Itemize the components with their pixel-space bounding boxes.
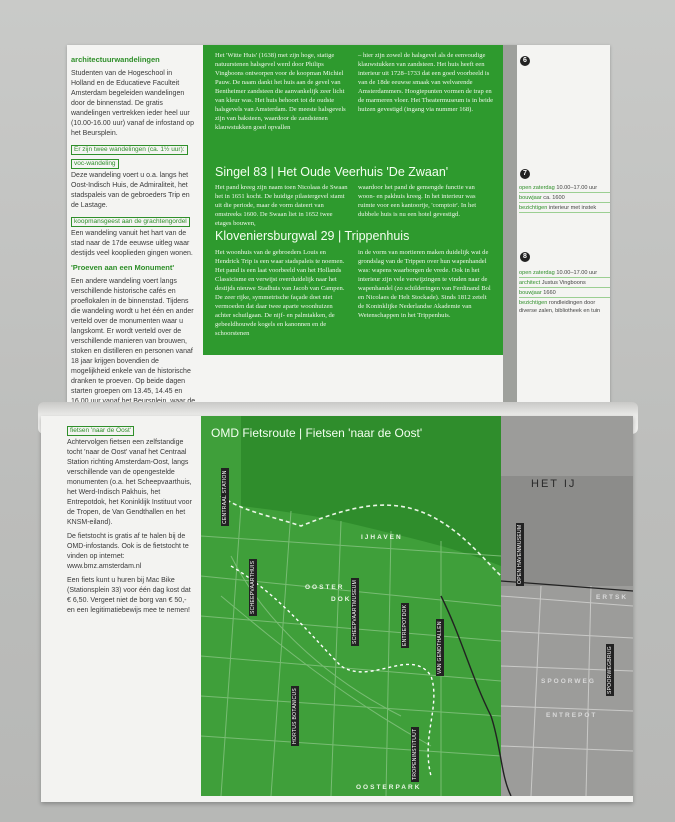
text-block: Het 'Witte Huis' (1638) met zijn hoge, statige natuurstenen halsgevel werd door Philips Vingboons ontworpen voor de koopman Michiel Pauw. De naam dankt het huis aan de gevel van Bentheimer zandsteen die aanvankelijk zeer licht van kleur was. Het huis behoort tot de oudste halsgevels van Amsterdam. De meeste halsgevels zijn van baksteen, waardoor de zandstenen klauwstukken goed opvallen (215, 52, 346, 131)
number-badge-7: 7 (520, 169, 530, 179)
text-block: waardoor het pand de gemengde functie van woon- en pakhuis kreeg. In het interieur was ruimte voor een kantoortje, 'comptoir'. In het dubbele huis is nu een hotel gevestigd. (358, 184, 477, 218)
bike-text-column (67, 424, 195, 620)
heading-tasting: 'Proeven aan een Monument' (71, 263, 175, 272)
green-text-panel (203, 45, 503, 355)
tag-label: fietsen 'naar de Oost' (67, 426, 134, 436)
street-label: IJHAVEN (361, 534, 403, 541)
info-line: open zaterdag 10.00–17.00 uur (519, 184, 610, 193)
gray-strip (503, 45, 517, 407)
section-heading-trippenhuis: Kloveniersburgwal 29 | Trippenhuis (215, 229, 410, 243)
tag-label: koopmansgeest aan de grachtengordel (71, 217, 190, 227)
text-block: – hier zijn zowel de halsgevel als de eenvoudige klauwstukken van zandsteen. Het huis heeft een interieur uit 1728–1733 dat een goed voorbeeld is van de 18de eeuwse smaak van welvarende Amsterdammers. Hoogtepunten vormen de trap en de marmeren vloer. Het Theatermuseum is in beide huizen gevestigd (ingang via nummer 168). (358, 52, 494, 113)
poi-label: TROPENINSTITUUT (412, 728, 418, 780)
paragraph: Studenten van de Hogeschool in Holland en de Educatieve Faculteit Amsterdam begeleiden wandelingen door de binnenstad. De gratis wandelingen vertrekken ieder heel uur (10.00-16.00 uur) vanaf de infostand op het Beursplein. (71, 70, 194, 137)
poi-label: SPOORWEGBRUG (607, 646, 613, 694)
poi-label: VAN GENDTHALLEN (437, 621, 443, 674)
info-line: architect Justus Vingboons (519, 279, 610, 288)
number-badge-6: 6 (520, 56, 530, 66)
text-block: Het pand kreeg zijn naam toen Nicolaas de Swaan het in 1651 kocht. De huidige pilastergevel stamt uit die periode, maar de vorm dateert van omstreeks 1600. De Swaan liet in 1652 twee etages bouwen, (215, 184, 348, 227)
paragraph: Achtervolgen fietsen een zelfstandige tocht 'naar de Oost' vanaf het Centraal Station richting Amsterdam-Oost, langs verschillende van de opengestelde monumenten (o.a. het Scheepvaarthuis, het Werd-Indisch Pakhuis, het Entrepotdok, het Koninklijk Instituut voor de Tropen, de Van Gendthallen en het KNSM-eiland). (67, 439, 192, 526)
poi-label: HORTUS BOTANICUS (292, 687, 298, 744)
street-label: OOSTER (305, 584, 345, 591)
paragraph: Deze wandeling voert u o.a. langs het Oost-Indisch Huis, de Admiraliteit, het stadspaleis van de gebroeders Trip en de Lastage. (71, 172, 190, 209)
poi-label: SCHEEPVAARTHUIS (250, 560, 256, 614)
street-label: ENTREPOT (546, 712, 598, 719)
bike-route-map (201, 416, 633, 796)
tag-label: voc-wandeling (71, 159, 119, 169)
info-line: bezichtigen rondleidingen door diverse zalen, bibliotheek en tuin (519, 300, 601, 314)
info-line: bouwjaar ca. 1600 (519, 194, 610, 203)
poi-label: OPEN HAVENMUSEUM (517, 524, 523, 584)
text-block: in de vorm van mortieren maken duidelijk wat de grondslag van de Trippen over hun wapenhandel was: wapens waarborgen de vrede. Ook in het interieur zijn vele verwijzingen te vinden naar de wapenhandel (zo schilderingen van Ferdinand Bol en Nicolaes de Helt Stockade). Sinds 1812 zetelt de Koninklijke Nederlandse Akademie van Wetenschappen in het Trippenhuis. (358, 249, 491, 319)
paragraph: Een fiets kunt u huren bij Mac Bike (Stationsplein 33) voor één dag kost dat € 6,50. Vergeet niet de borg van € 50,- en een legitimatiebewijs mee te nemen! (67, 577, 191, 614)
street-label: DOK (331, 596, 352, 603)
poi-label: SCHEEPVAARTMUSEUM (352, 579, 358, 644)
street-label: OOSTERPARK (356, 784, 422, 791)
text-block: Het woonhuis van de gebroeders Louis en Hendrick Trip is een waar stadspaleis te noemen. Het pand is een laat voorbeeld van het Hollands Classicisme en verwijst overduidelijk naar het destijds nieuwe Stadhuis van Jacob van Campen. De zeer rijke, symmetrische façade doet niet vermoeden dat daar twee aparte woonhuizen achter schuilgaan. De nijf- en palmtakken, de gebeeldhouwde kogels en kanonnen en de schoorstenen (215, 249, 345, 337)
info-line: bouwjaar 1660 (519, 289, 610, 298)
poi-label: ENTREPOTDOK (402, 604, 408, 646)
heading-architecture-walks: architectuurwandelingen (71, 55, 160, 64)
map-title: OMD Fietsroute | Fietsen 'naar de Oost' (211, 426, 423, 440)
paragraph: De fietstocht is gratis af te halen bij de OMD-infostands. Ook is de fietstocht te vinden op internet: www.bmz.amsterdam.nl (67, 533, 189, 570)
paragraph: Een andere wandeling voert langs verschillende historische cafés en proeflokalen in de binnenstad. Tijdens die wandeling wordt u het één en ander verteld over de monumenten waar u langskomt. Er wordt verteld over de verschillende manieren van brouwen, stoken en distilleren en personen vanaf 18 jaar krijgen bovendien de mogelijkheid enkele van de historische dranken te proeven. Op beide dagen starten groepen om 13.45, 14.45 en (71, 278, 194, 395)
street-label: ERTSK (596, 594, 629, 601)
booklet (38, 40, 638, 802)
water-label-het-ij: HET IJ (531, 478, 577, 490)
street-label: SPOORWEG (541, 678, 596, 685)
tag-label: Er zijn twee wandelingen (ca. 1½ uur): (71, 145, 188, 155)
top-page (67, 45, 610, 407)
bottom-page (41, 416, 633, 802)
paragraph: Een wandeling vanuit het hart van de stad naar de 17de eeuwse uitleg waar destijds veel kooplieden gingen wonen. (71, 230, 193, 257)
number-badge-8: 8 (520, 252, 530, 262)
left-text-column (71, 55, 197, 407)
info-line: bezichtigen interieur met instek (519, 204, 610, 213)
poi-label: CENTRAAL STATION (222, 470, 228, 524)
section-heading-singel: Singel 83 | Het Oude Veerhuis 'De Zwaan' (215, 165, 449, 179)
info-line: open zaterdag 10.00–17.00 uur (519, 269, 610, 278)
